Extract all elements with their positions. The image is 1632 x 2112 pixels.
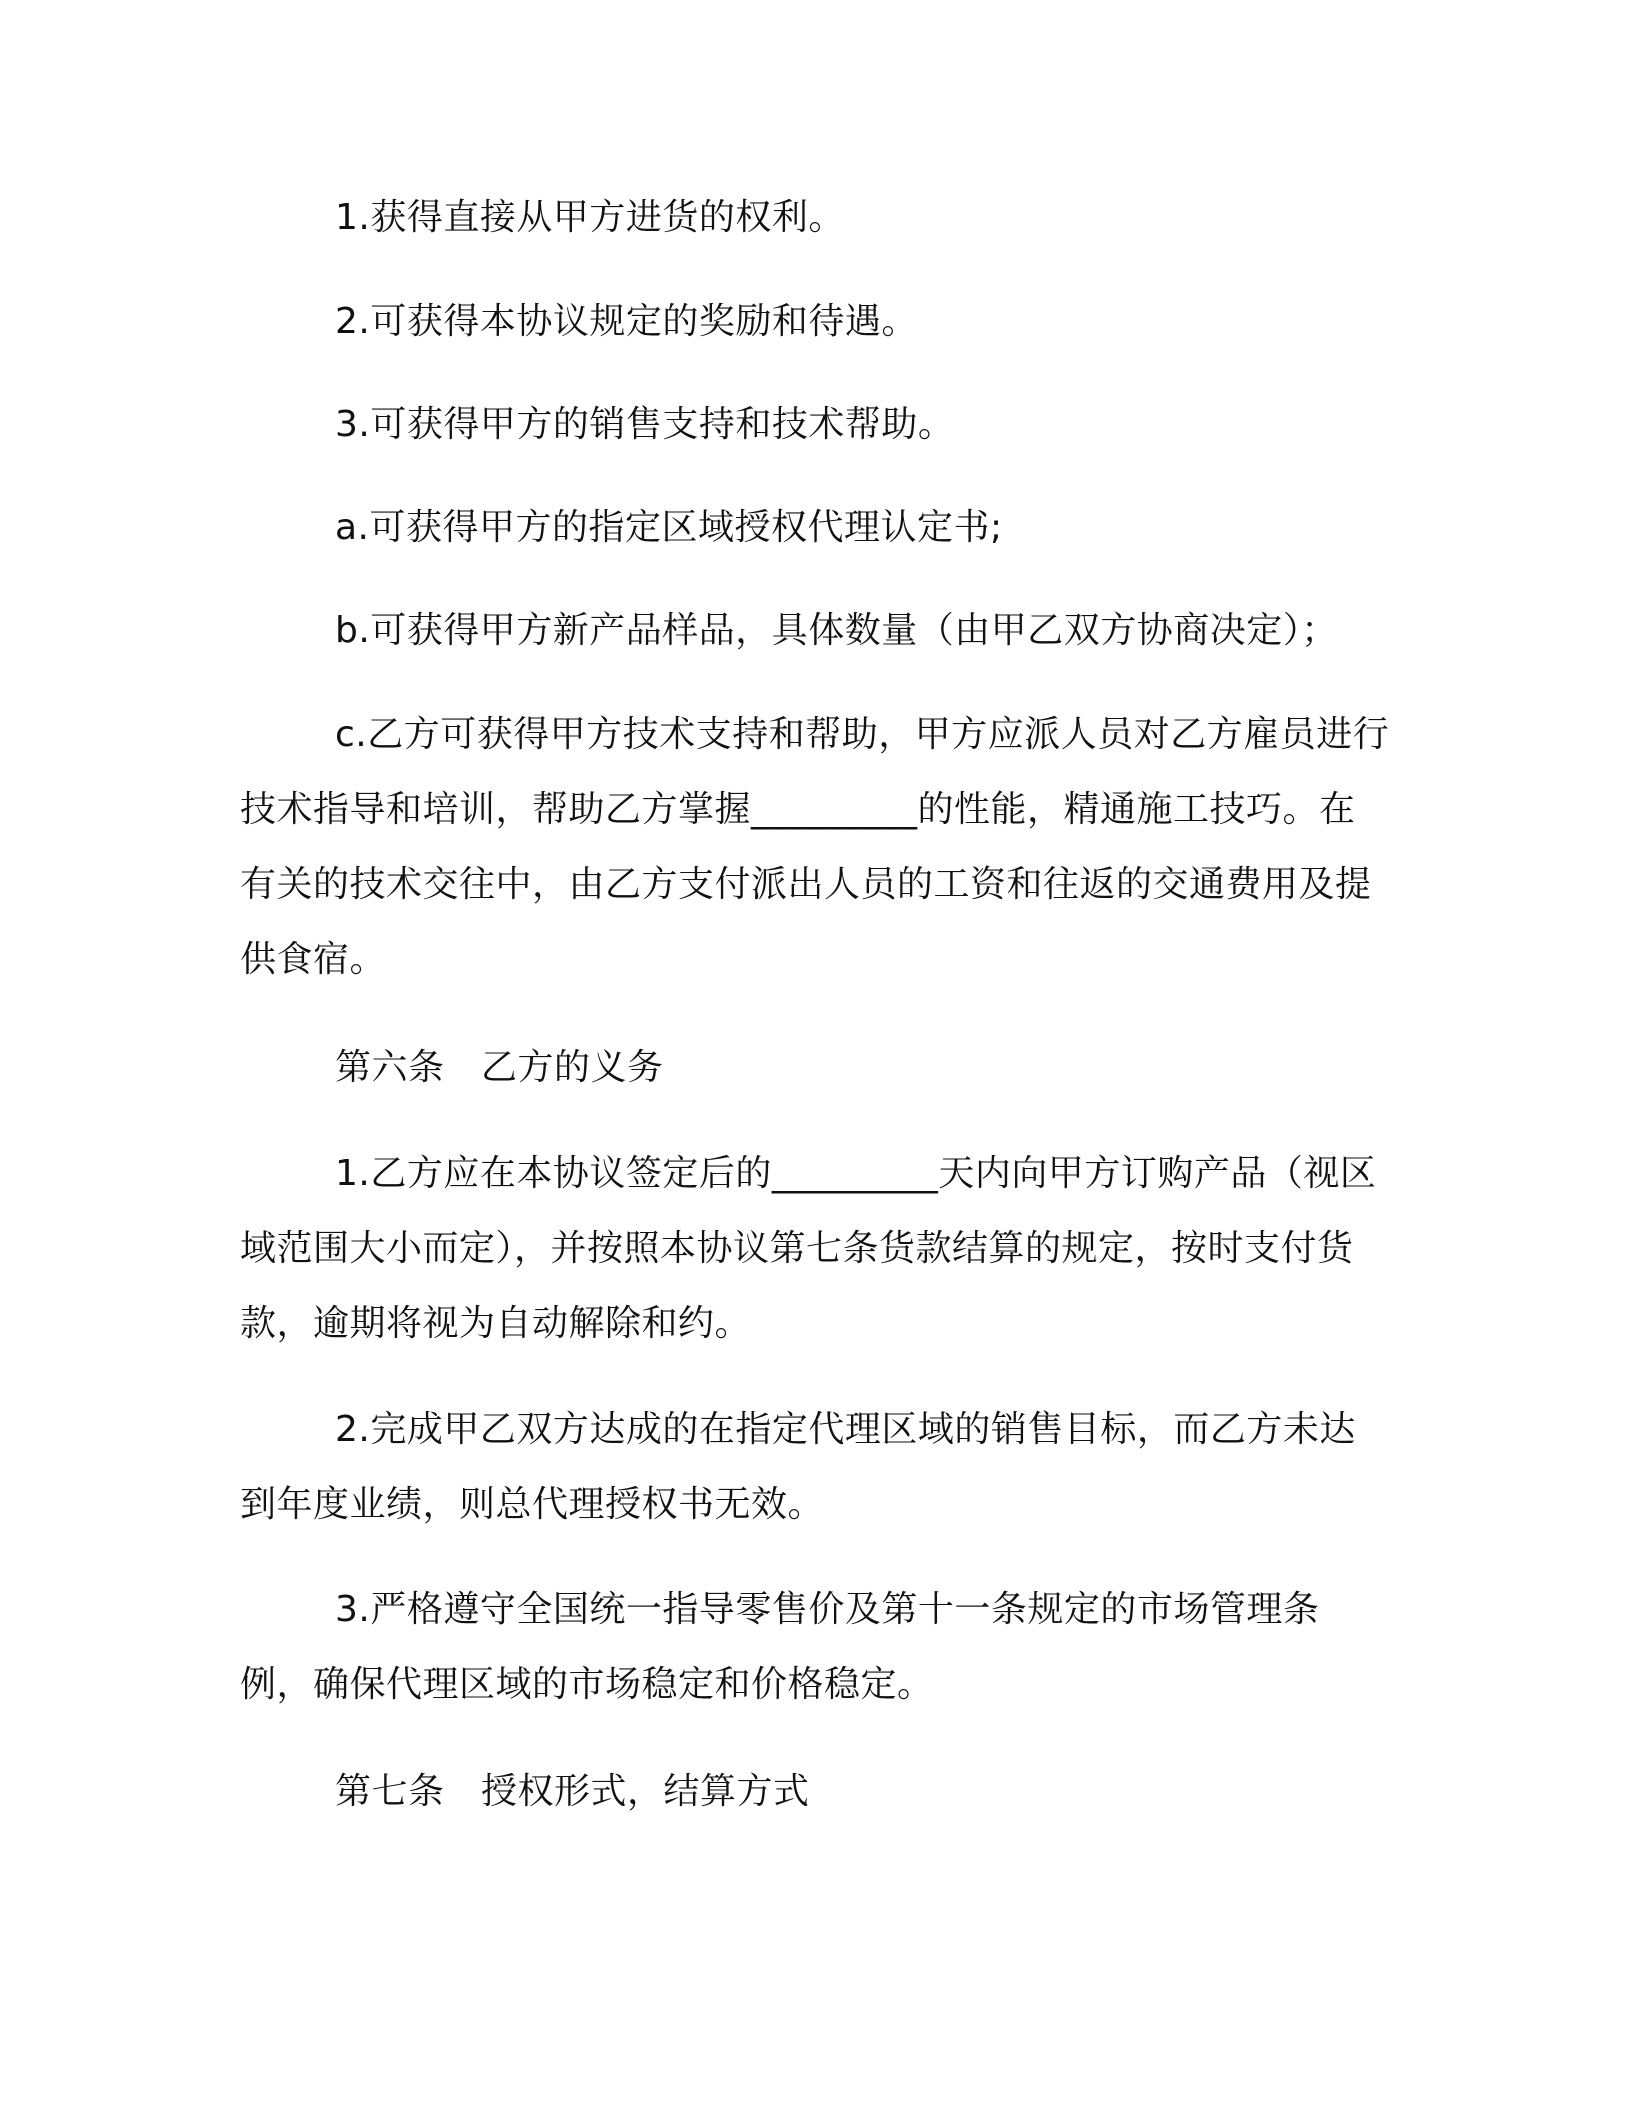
- obligation-item-2: 2.完成甲乙双方达成的在指定代理区域的销售目标，而乙方未达到年度业绩，则总代理授权书无效。: [240, 1409, 1356, 1525]
- obligation-item-1: 1.乙方应在本协议签定后的_________天内向甲方订购产品（视区域范围大小而定），并按照本协议第七条货款结算的规定，按时支付货款，逾期将视为自动解除和约。: [240, 1153, 1377, 1344]
- article-six-heading: 第六条 乙方的义务: [335, 1047, 664, 1088]
- right-item-1: 1.获得直接从甲方进货的权利。: [335, 197, 845, 238]
- sub-item-b: b.可获得甲方新产品样品，具体数量（由甲乙双方协商决定）；: [335, 610, 1338, 651]
- right-item-2: 2.可获得本协议规定的奖励和待遇。: [335, 301, 918, 342]
- sub-item-c: c.乙方可获得甲方技术支持和帮助，甲方应派人员对乙方雇员进行技术指导和培训，帮助乙方掌握_________的性能，精通施工技巧。在有关的技术交往中，由乙方支付派出人员的工资和往返的交通费用及提供食宿。: [240, 714, 1390, 980]
- sub-item-a: a.可获得甲方的指定区域授权代理认定书;: [335, 507, 1003, 548]
- obligation-item-3: 3.严格遵守全国统一指导零售价及第十一条规定的市场管理条例，确保代理区域的市场稳定和价格稳定。: [240, 1589, 1320, 1705]
- article-seven-heading: 第七条 授权形式，结算方式: [335, 1771, 810, 1812]
- right-item-3: 3.可获得甲方的销售支持和技术帮助。: [335, 404, 955, 445]
